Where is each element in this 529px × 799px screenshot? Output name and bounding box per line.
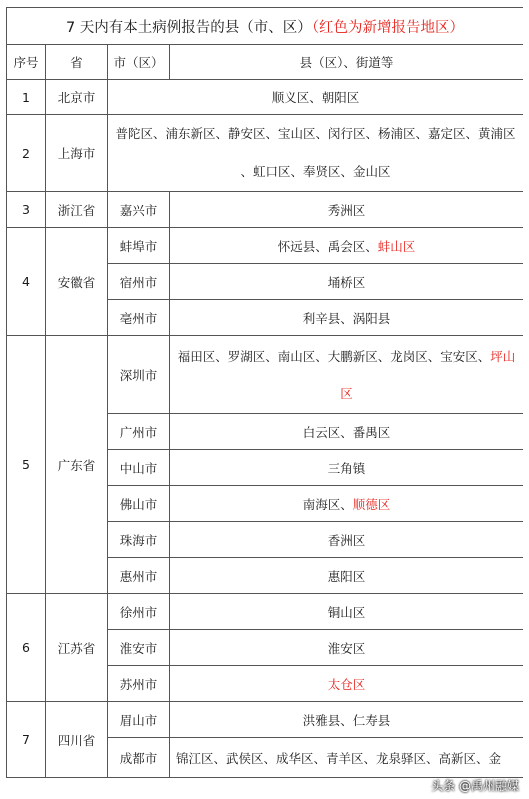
city-cell: 深圳市	[108, 336, 170, 414]
district-text: 福田区、罗湖区、南山区、大鹏新区、龙岗区、宝安区、	[177, 348, 491, 364]
seq-cell: 6	[7, 594, 46, 702]
districts-cell	[170, 264, 524, 300]
province-cell: 浙江省	[46, 192, 108, 228]
watermark-text: 头条 @禹州融媒	[431, 779, 519, 793]
district-text: 香洲区	[327, 532, 366, 548]
table-row	[7, 228, 524, 264]
districts-cell	[108, 115, 524, 192]
new-district-text: 坪山区	[340, 348, 516, 401]
case-report-table-sheet	[6, 7, 523, 797]
districts-cell	[170, 414, 524, 450]
seq-cell: 5	[7, 336, 46, 594]
districts-cell	[170, 702, 524, 738]
city-cell: 广州市	[108, 414, 170, 450]
new-district-text: 蚌山区	[377, 238, 416, 254]
case-report-table	[6, 7, 523, 778]
district-text: 南海区、	[302, 496, 353, 512]
seq-cell: 2	[7, 115, 46, 192]
city-cell: 徐州市	[108, 594, 170, 630]
districts-cell	[170, 450, 524, 486]
district-text: 白云区、番禺区	[302, 424, 391, 440]
header-row	[7, 45, 524, 80]
table-row	[7, 115, 524, 192]
districts-cell	[170, 594, 524, 630]
header-seq: 序号	[7, 45, 46, 80]
city-cell: 淮安市	[108, 630, 170, 666]
district-text: 怀远县、禹会区、	[277, 238, 378, 254]
district-text: 普陀区、浦东新区、静安区、宝山区、闵行区、杨浦区、嘉定区、黄浦区 、虹口区、奉贤区、金山区	[115, 126, 516, 179]
district-text: 锦江区、武侯区、成华区、青羊区、龙泉驿区、高新区、金	[176, 750, 502, 766]
title-red-note: （红色为新增报告地区）	[311, 19, 465, 36]
province-cell: 江苏省	[46, 594, 108, 702]
district-text: 惠阳区	[327, 568, 366, 584]
districts-cell	[170, 486, 524, 522]
districts-cell	[170, 666, 524, 702]
district-text: 洪雅县、仁寿县	[302, 712, 391, 728]
seq-cell: 7	[7, 702, 46, 778]
city-cell: 蚌埠市	[108, 228, 170, 264]
province-cell: 上海市	[46, 115, 108, 192]
province-cell: 四川省	[46, 702, 108, 778]
city-cell: 佛山市	[108, 486, 170, 522]
city-cell: 嘉兴市	[108, 192, 170, 228]
districts-cell	[170, 558, 524, 594]
header-city: 市（区）	[108, 45, 170, 80]
city-cell: 宿州市	[108, 264, 170, 300]
districts-cell	[170, 228, 524, 264]
table-row	[7, 702, 524, 738]
new-district-text: 太仓区	[327, 676, 366, 692]
districts-cell	[170, 300, 524, 336]
districts-cell	[108, 80, 524, 115]
district-text: 淮安区	[327, 640, 366, 656]
city-cell: 惠州市	[108, 558, 170, 594]
district-text: 铜山区	[327, 604, 366, 620]
title-main: 7 天内有本土病例报告的县（市、区）	[65, 19, 312, 36]
district-text: 利辛县、涡阳县	[302, 310, 391, 326]
seq-cell: 3	[7, 192, 46, 228]
city-cell: 成都市	[108, 738, 170, 778]
districts-cell	[170, 630, 524, 666]
table-row	[7, 594, 524, 630]
province-cell: 安徽省	[46, 228, 108, 336]
table-row	[7, 336, 524, 414]
seq-cell: 1	[7, 80, 46, 115]
city-cell: 苏州市	[108, 666, 170, 702]
district-text: 秀洲区	[327, 202, 366, 218]
city-cell: 中山市	[108, 450, 170, 486]
watermark	[431, 777, 519, 794]
district-text: 顺义区、朝阳区	[271, 90, 360, 105]
city-cell: 珠海市	[108, 522, 170, 558]
header-province: 省	[46, 45, 108, 80]
table-title	[7, 8, 524, 45]
city-cell: 眉山市	[108, 702, 170, 738]
table-row	[7, 192, 524, 228]
province-cell: 北京市	[46, 80, 108, 115]
province-cell: 广东省	[46, 336, 108, 594]
district-text: 埇桥区	[327, 274, 366, 290]
districts-cell	[170, 738, 524, 778]
districts-cell	[170, 522, 524, 558]
header-districts: 县（区）、街道等	[170, 45, 524, 80]
districts-cell	[170, 192, 524, 228]
seq-cell: 4	[7, 228, 46, 336]
city-cell: 亳州市	[108, 300, 170, 336]
districts-cell	[170, 336, 524, 414]
table-row	[7, 80, 524, 115]
new-district-text: 顺德区	[352, 496, 391, 512]
district-text: 三角镇	[327, 460, 366, 476]
